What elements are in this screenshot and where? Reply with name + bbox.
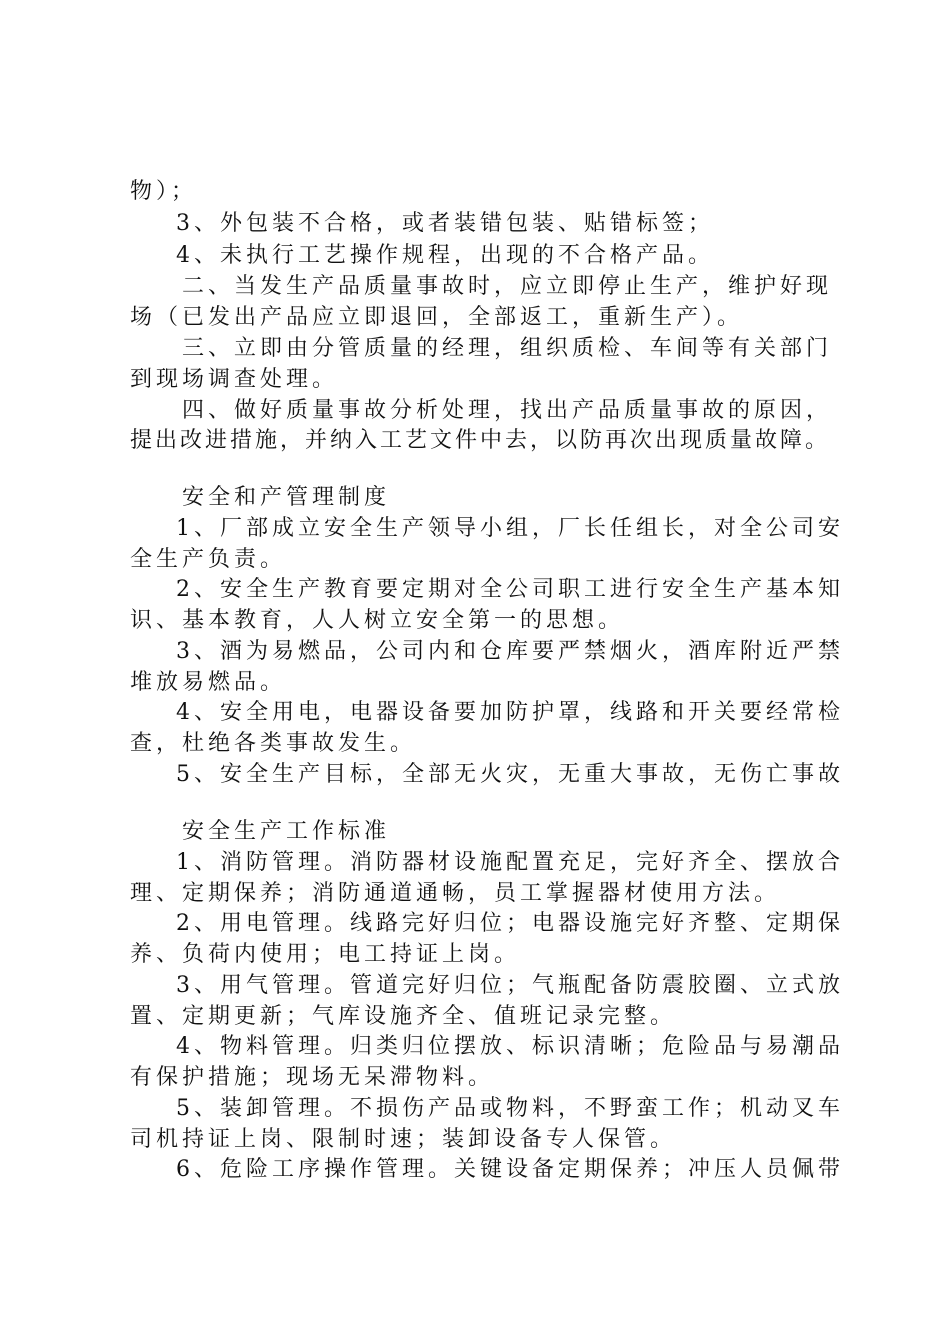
paragraph-line: 全生产负责。 [130, 547, 287, 572]
paragraph-line: 1、厂部成立安全生产领导小组，厂长任组长，对全公司安 [176, 516, 844, 541]
paragraph-line: 到现场调查处理。 [130, 367, 339, 392]
paragraph-line: 理、定期保养；消防通道通畅，员工掌握器材使用方法。 [130, 881, 781, 906]
paragraph-line: 场（已发出产品应立即退回，全部返工，重新生产）。 [130, 305, 744, 330]
paragraph-line: 5、安全生产目标，全部无火灾，无重大事故，无伤亡事故 [176, 762, 844, 787]
paragraph-line: 4、物料管理。归类归位摆放、标识清晰；危险品与易潮品 [176, 1034, 844, 1059]
paragraph-line: 物）； [130, 179, 198, 204]
paragraph-line: 2、安全生产教育要定期对全公司职工进行安全生产基本知 [176, 577, 844, 602]
paragraph-line: 1、消防管理。消防器材设施配置充足，完好齐全、摆放合 [176, 850, 844, 875]
paragraph-line: 3、用气管理。管道完好归位；气瓶配备防震胶圈、立式放 [176, 973, 844, 998]
paragraph-line: 三、立即由分管质量的经理，组织质检、车间等有关部门 [182, 336, 833, 361]
paragraph-line: 堆放易燃品。 [130, 670, 287, 695]
paragraph-line: 二、当发生产品质量事故时，应立即停止生产，维护好现 [182, 274, 833, 299]
paragraph-line: 养、负荷内使用；电工持证上岗。 [130, 942, 521, 967]
paragraph-line: 4、未执行工艺操作规程，出现的不合格产品。 [176, 243, 714, 268]
paragraph-line: 3、酒为易燃品，公司内和仓库要严禁烟火，酒库附近严禁 [176, 639, 844, 664]
paragraph-line: 有保护措施；现场无呆滞物料。 [130, 1065, 495, 1090]
paragraph-line: 5、装卸管理。不损伤产品或物料，不野蛮工作；机动叉车 [176, 1096, 844, 1121]
paragraph-line: 查，杜绝各类事故发生。 [130, 731, 417, 756]
paragraph-line: 司机持证上岗、限制时速；装卸设备专人保管。 [130, 1127, 677, 1152]
section-title: 安全和产管理制度 [182, 485, 391, 510]
paragraph-line: 识、基本教育，人人树立安全第一的思想。 [130, 608, 625, 633]
paragraph-line: 6、危险工序操作管理。关键设备定期保养；冲压人员佩带 [176, 1157, 844, 1182]
paragraph-line: 提出改进措施，并纳入工艺文件中去，以防再次出现质量故障。 [130, 428, 831, 453]
paragraph-line: 3、外包装不合格，或者装错包装、贴错标签； [176, 211, 714, 236]
paragraph-line: 置、定期更新；气库设施齐全、值班记录完整。 [130, 1004, 677, 1029]
paragraph-line: 2、用电管理。线路完好归位；电器设施完好齐整、定期保 [176, 911, 844, 936]
section-title: 安全生产工作标准 [182, 819, 391, 844]
paragraph-line: 4、安全用电，电器设备要加防护罩，线路和开关要经常检 [176, 700, 844, 725]
paragraph-line: 四、做好质量事故分析处理，找出产品质量事故的原因， [182, 398, 833, 423]
